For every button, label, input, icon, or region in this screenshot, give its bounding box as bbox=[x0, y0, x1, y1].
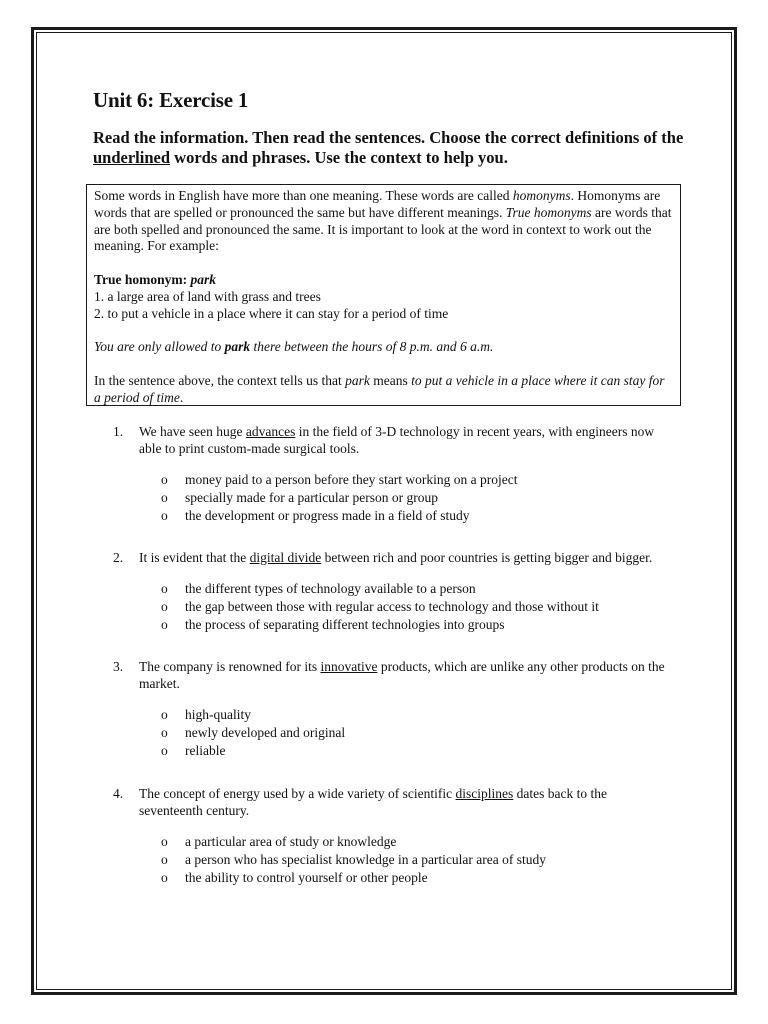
option-label: the development or progress made in a field of study bbox=[185, 508, 470, 523]
option-item[interactable] bbox=[161, 598, 673, 616]
option-item[interactable] bbox=[161, 869, 673, 887]
question-1 bbox=[113, 423, 673, 525]
definition-2: 2. to put a vehicle in a place where it can stay for a period of time bbox=[94, 305, 449, 321]
question-text-part: products, which are unlike any other products on the market. bbox=[139, 659, 665, 691]
question-text-part: dates back to the seventeenth century. bbox=[139, 786, 607, 818]
question-text-part: The company is renowned for its bbox=[139, 659, 321, 674]
option-item[interactable] bbox=[161, 616, 673, 634]
question-number: 2. bbox=[113, 550, 124, 565]
underlined-term: advances bbox=[245, 424, 296, 439]
question-2 bbox=[113, 549, 673, 634]
question-4 bbox=[113, 785, 673, 887]
option-label: high-quality bbox=[185, 707, 251, 722]
bullet-icon: o bbox=[161, 852, 168, 867]
question-number: 4. bbox=[113, 786, 124, 801]
info-box bbox=[86, 184, 681, 406]
spacer bbox=[94, 356, 673, 373]
underlined-term: digital divide bbox=[249, 550, 322, 565]
spacer bbox=[113, 525, 673, 549]
option-label: a person who has specialist knowledge in a particular area of study bbox=[185, 852, 547, 867]
example-bold-word: park bbox=[224, 339, 251, 355]
question-list bbox=[113, 423, 673, 887]
homonym-heading-label: True homonym: bbox=[94, 271, 191, 287]
option-label: a particular area of study or knowledge bbox=[185, 834, 397, 849]
explanation-italic-definition: to put a vehicle in a place where it can stay for a period of time bbox=[94, 372, 665, 405]
spacer bbox=[94, 322, 673, 339]
option-list bbox=[113, 706, 673, 760]
option-label: reliable bbox=[185, 743, 226, 758]
bullet-icon: o bbox=[161, 617, 168, 632]
bullet-icon: o bbox=[161, 581, 168, 596]
option-item[interactable] bbox=[161, 742, 673, 760]
question-text-part: in the field of 3-D technology in recent years, with engineers now able to print custom-made surgical tools. bbox=[139, 424, 655, 456]
underlined-term: disciplines bbox=[455, 786, 514, 801]
option-item[interactable] bbox=[161, 580, 673, 598]
question-3 bbox=[113, 658, 673, 760]
bullet-icon: o bbox=[161, 599, 168, 614]
option-list bbox=[113, 471, 673, 525]
option-item[interactable] bbox=[161, 851, 673, 869]
option-label: the different types of technology available to a person bbox=[185, 581, 476, 596]
instructions bbox=[93, 128, 693, 168]
explanation bbox=[94, 373, 673, 407]
question-text-part: It is evident that the bbox=[139, 550, 250, 565]
explanation-italic-word: park bbox=[345, 372, 370, 388]
instructions-underlined-word: underlined bbox=[93, 148, 171, 167]
example-sentence bbox=[94, 339, 673, 356]
question-text-part: between rich and poor countries is getting bigger and bigger. bbox=[321, 550, 653, 565]
info-italic-homonyms: homonyms bbox=[512, 188, 571, 203]
bullet-icon: o bbox=[161, 743, 168, 758]
question-text bbox=[139, 549, 673, 566]
homonym-heading-word: park bbox=[190, 271, 217, 287]
explanation-text: . bbox=[179, 389, 184, 405]
bullet-icon: o bbox=[161, 707, 168, 722]
bullet-icon: o bbox=[161, 834, 168, 849]
option-label: specially made for a particular person or group bbox=[185, 490, 439, 505]
instructions-text-1: Read the information. Then read the sentences. Choose the correct definitions of the bbox=[93, 128, 684, 147]
option-item[interactable] bbox=[161, 706, 673, 724]
spacer bbox=[113, 634, 673, 658]
underlined-term: innovative bbox=[320, 659, 378, 674]
example-text: You are only allowed to bbox=[94, 339, 225, 355]
option-list bbox=[113, 833, 673, 887]
option-item[interactable] bbox=[161, 724, 673, 742]
question-number: 3. bbox=[113, 659, 124, 674]
explanation-text: means bbox=[369, 372, 412, 388]
option-list bbox=[113, 580, 673, 634]
option-label: the process of separating different technologies into groups bbox=[185, 617, 505, 632]
info-paragraph bbox=[94, 188, 673, 255]
explanation-text: In the sentence above, the context tells us that bbox=[94, 372, 346, 388]
question-text-part: We have seen huge bbox=[139, 424, 246, 439]
option-label: the gap between those with regular access to technology and those without it bbox=[185, 599, 599, 614]
bullet-icon: o bbox=[161, 508, 168, 523]
bullet-icon: o bbox=[161, 490, 168, 505]
question-text bbox=[139, 423, 673, 457]
option-label: the ability to control yourself or other people bbox=[185, 870, 428, 885]
bullet-icon: o bbox=[161, 472, 168, 487]
option-label: newly developed and original bbox=[185, 725, 346, 740]
option-item[interactable] bbox=[161, 471, 673, 489]
option-label: money paid to a person before they start working on a project bbox=[185, 472, 518, 487]
option-item[interactable] bbox=[161, 489, 673, 507]
definition-1: 1. a large area of land with grass and trees bbox=[94, 288, 321, 304]
page-title: Unit 6: Exercise 1 bbox=[93, 88, 249, 112]
question-text-part: The concept of energy used by a wide variety of scientific bbox=[139, 786, 456, 801]
bullet-icon: o bbox=[161, 725, 168, 740]
info-text: . Homonyms are words that are spelled or pronounced the same but have different meanings. bbox=[94, 188, 661, 220]
info-text: are words that are both spelled and pronounced the same. It is important to look at the word in context to work out the meaning. For example: bbox=[94, 204, 672, 254]
instructions-text-2: words and phrases. Use the context to help you. bbox=[170, 148, 508, 167]
header-section bbox=[93, 86, 683, 168]
question-text bbox=[139, 785, 673, 819]
spacer bbox=[113, 760, 673, 785]
bullet-icon: o bbox=[161, 870, 168, 885]
info-italic-true-homonyms: True homonyms bbox=[505, 204, 592, 220]
option-item[interactable] bbox=[161, 507, 673, 525]
question-number: 1. bbox=[113, 424, 124, 439]
info-text: Some words in English have more than one meaning. These words are called bbox=[94, 188, 513, 203]
option-item[interactable] bbox=[161, 833, 673, 851]
spacer bbox=[94, 255, 673, 272]
homonym-heading bbox=[94, 272, 673, 289]
example-text: there between the hours of 8 p.m. and 6 a.m. bbox=[250, 339, 494, 355]
question-text bbox=[139, 658, 673, 692]
